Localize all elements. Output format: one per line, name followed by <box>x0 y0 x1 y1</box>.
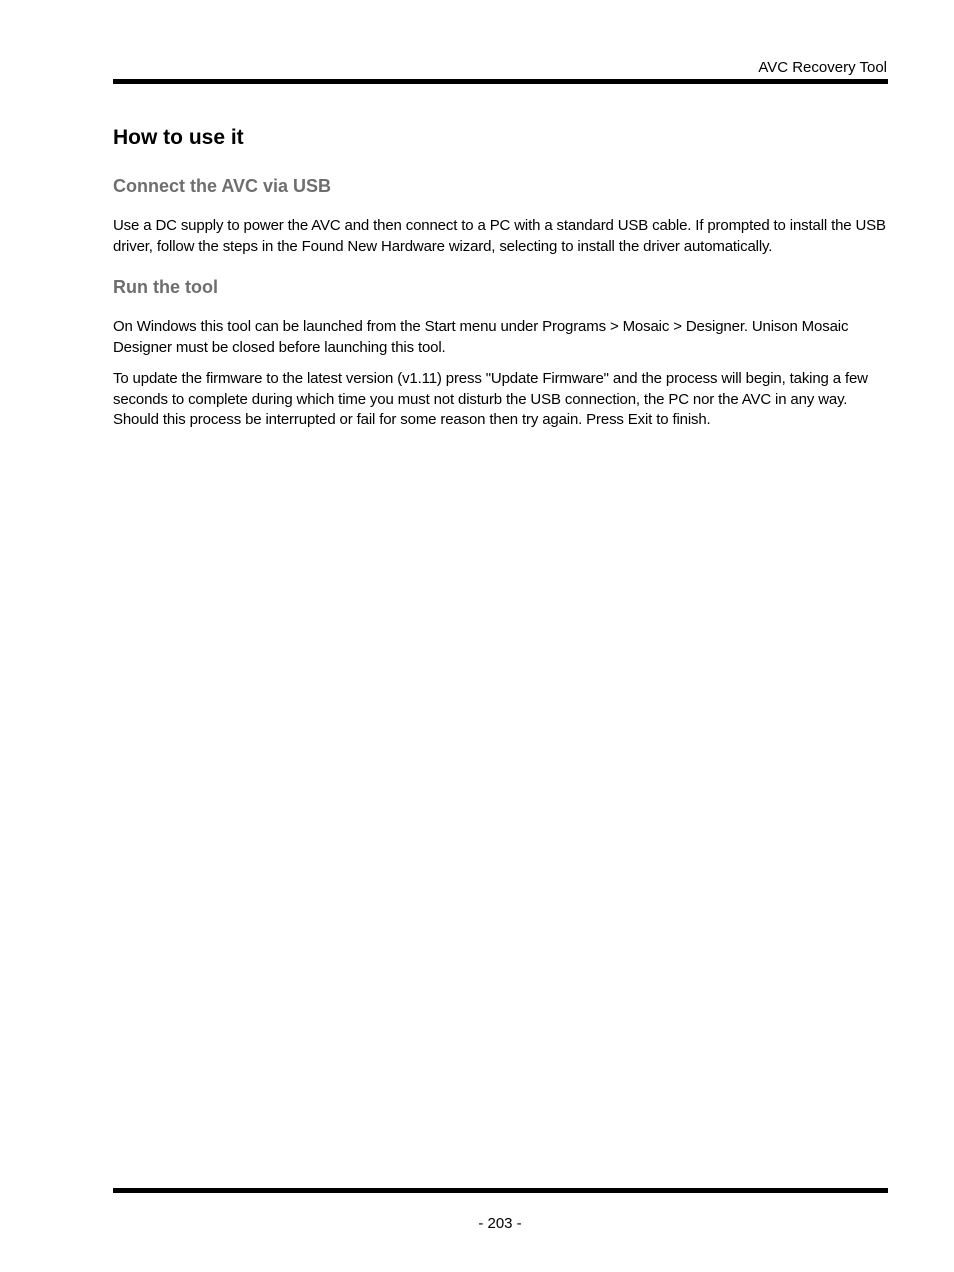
paragraph-run-update: To update the firmware to the latest version (v1.11) press "Update Firmware" and the process will begin, taking a few seconds to complete during which time you must not disturb the USB connection, the PC nor the AVC in any way. Should this process be interrupted or fail for some reason then try again. Press Exit to finish. <box>113 370 868 428</box>
paragraph-run-launch: On Windows this tool can be launched from the Start menu under Programs > Mosaic > Designer. Unison Mosaic Designer must be closed before launching this tool. <box>113 318 849 356</box>
page-title: How to use it <box>113 126 244 149</box>
footer-rule <box>113 1188 888 1193</box>
page-content <box>113 125 891 442</box>
section-heading-run: Run the tool <box>113 277 218 297</box>
section-heading-connect: Connect the AVC via USB <box>113 176 332 196</box>
page-number: - 203 - <box>478 1215 522 1232</box>
paragraph-connect: Use a DC supply to power the AVC and then connect to a PC with a standard USB cable. If prompted to install the USB driver, follow the steps in the Found New Hardware wizard, selecting to install the driver automatically. <box>113 217 886 255</box>
header-rule <box>113 79 888 84</box>
running-header: AVC Recovery Tool <box>758 59 887 76</box>
